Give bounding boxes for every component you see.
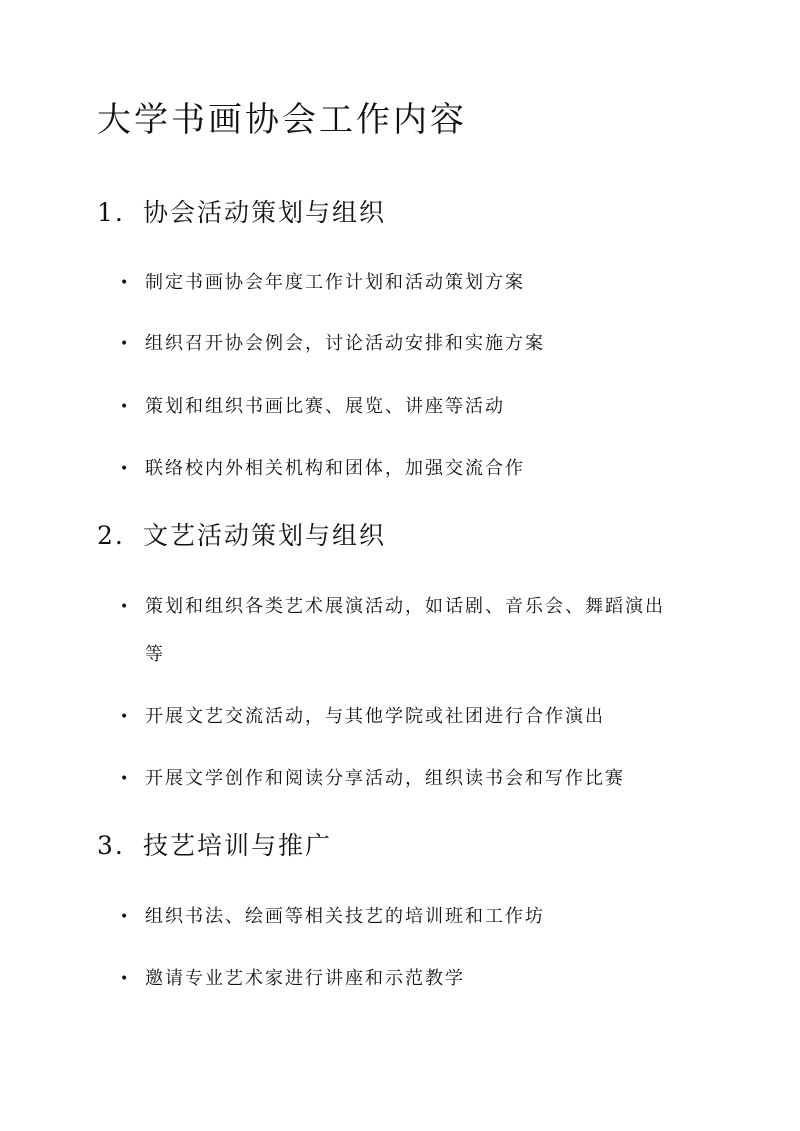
section-number: 3. (97, 831, 125, 860)
section-number: 1. (97, 198, 125, 227)
section-heading-1 (97, 196, 386, 230)
list-item (120, 259, 680, 307)
list-item-text: 制定书画协会年度工作计划和活动策划方案 (145, 272, 525, 293)
bullet-icon: • (120, 275, 131, 291)
section-title: 技艺培训与推广 (143, 831, 333, 860)
list-item (120, 320, 680, 368)
bullet-icon: • (120, 461, 131, 477)
bullet-icon: • (120, 771, 131, 787)
section-heading-3 (97, 829, 332, 863)
list-item-text: 联络校内外相关机构和团体，加强交流合作 (145, 458, 525, 479)
list-item-text: 策划和组织书画比赛、展览、讲座等活动 (145, 396, 505, 417)
list-item (120, 955, 680, 1003)
document-title: 大学书画协会工作内容 (97, 100, 467, 140)
list-item-text: 邀请专业艺术家进行讲座和示范教学 (145, 968, 465, 989)
list-item-text: 开展文艺交流活动，与其他学院或社团进行合作演出 (145, 706, 605, 727)
list-item (120, 755, 680, 803)
bullet-icon: • (120, 399, 131, 415)
bullet-icon: • (120, 336, 131, 352)
list-item (120, 693, 680, 741)
bullet-icon: • (120, 599, 131, 615)
section-heading-2 (97, 519, 386, 553)
list-item-text: 组织书法、绘画等相关技艺的培训班和工作坊 (145, 906, 545, 927)
list-item-text: 策划和组织各类艺术展演活动，如话剧、音乐会、舞蹈演出等 (145, 596, 665, 665)
list-item-text: 开展文学创作和阅读分享活动，组织读书会和写作比赛 (145, 768, 625, 789)
bullet-icon: • (120, 709, 131, 725)
bullet-icon: • (120, 971, 131, 987)
section-title: 文艺活动策划与组织 (143, 521, 387, 550)
list-item (120, 893, 680, 941)
list-item (120, 445, 680, 493)
list-item-text: 组织召开协会例会，讨论活动安排和实施方案 (145, 333, 545, 354)
section-number: 2. (97, 521, 125, 550)
section-title: 协会活动策划与组织 (143, 198, 387, 227)
list-item (120, 383, 680, 431)
bullet-icon: • (120, 909, 131, 925)
list-item (120, 583, 680, 679)
